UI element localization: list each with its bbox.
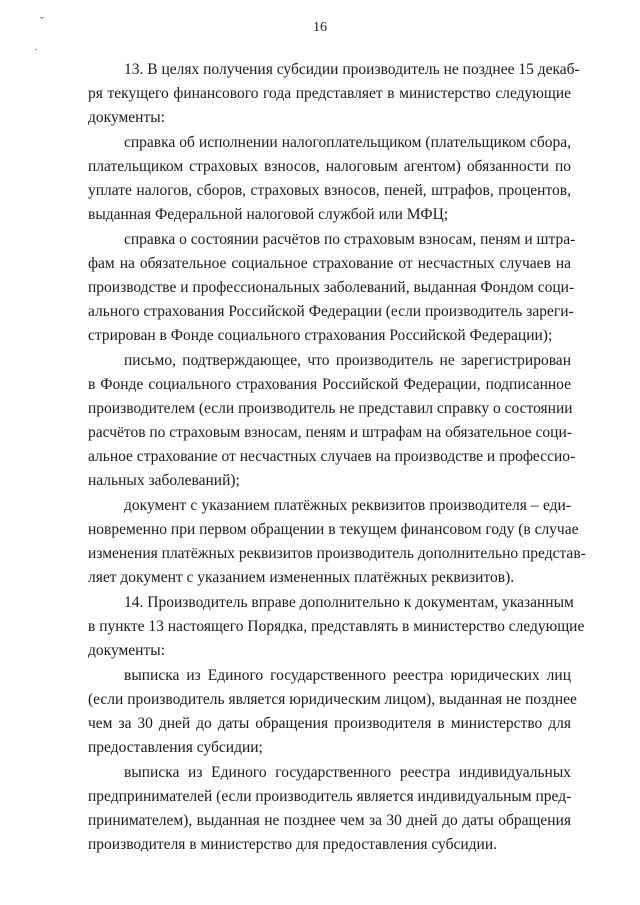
- text-line: чем за 30 дней до даты обращения производителя в министерство для: [88, 715, 571, 732]
- text-line: предпринимателей (если производитель является индивидуальным пред-: [88, 788, 572, 805]
- text-line: 14. Производитель вправе дополнительно к документам, указанным: [124, 594, 574, 611]
- text-line: документы:: [88, 109, 165, 126]
- text-line: ального страхования Российской Федерации (если производитель зареги-: [88, 303, 574, 320]
- text-line: документ с указанием платёжных реквизитов производителя – еди-: [124, 497, 571, 514]
- text-line: стрирован в Фонде социального страхования Российской Федерации);: [88, 327, 553, 344]
- text-line: плательщиком страховых взносов, налоговым агентом) обязанности по: [88, 158, 571, 175]
- text-line: предоставления субсидии;: [88, 739, 263, 756]
- text-line: новременно при первом обращении в текущем финансовом году (в случае: [88, 521, 579, 538]
- text-line: принимателем), выданная не позднее чем за 30 дней до даты обращения: [88, 812, 571, 829]
- text-line: выданная Федеральной налоговой службой или МФЦ;: [88, 206, 449, 223]
- text-line: нальных заболеваний);: [88, 472, 240, 489]
- text-line: производителем (если производитель не представил справку о состоянии: [88, 400, 573, 417]
- text-line: изменения платёжных реквизитов производитель дополнительно представ-: [88, 545, 586, 562]
- text-line: производстве и профессиональных заболеваний, выданная Фондом соци-: [88, 279, 575, 296]
- text-line: в пункте 13 настоящего Порядка, представлять в министерство следующие: [88, 618, 585, 635]
- text-line: производителя в министерство для предоставления субсидии.: [88, 836, 498, 853]
- text-line: в Фонде социального страхования Российской Федерации, подписанное: [88, 376, 571, 393]
- text-line: справка об исполнении налогоплательщиком (плательщиком сбора,: [124, 134, 571, 151]
- text-line: справка о состоянии расчётов по страховым взносам, пеням и штра-: [124, 231, 576, 248]
- text-line: выписка из Единого государственного реестра юридических лиц: [124, 667, 571, 684]
- scan-mark: ˇ: [40, 14, 44, 28]
- text-line: фам на обязательное социальное страхование от несчастных случаев на: [88, 255, 571, 272]
- text-line: альное страхование от несчастных случаев на производстве и профессио-: [88, 448, 576, 465]
- text-line: уплате налогов, сборов, страховых взносов, пеней, штрафов, процентов,: [88, 182, 571, 199]
- text-line: выписка из Единого государственного реестра индивидуальных: [124, 764, 571, 781]
- text-line: письмо, подтверждающее, что производитель не зарегистрирован: [124, 352, 571, 369]
- text-line: расчётов по страховым взносам, пеням и штрафам на обязательное соци-: [88, 424, 572, 441]
- scan-mark: ·: [34, 42, 38, 56]
- text-line: ря текущего финансового года представляет в министерство следующие: [88, 85, 571, 102]
- text-line: документы:: [88, 642, 165, 659]
- text-line: (если производитель является юридическим лицом), выданная не позднее: [88, 691, 577, 708]
- page-number: 16: [313, 20, 327, 35]
- text-line: 13. В целях получения субсидии производитель не позднее 15 декаб-: [124, 61, 580, 78]
- text-line: ляет документ с указанием измененных платёжных реквизитов).: [88, 569, 515, 586]
